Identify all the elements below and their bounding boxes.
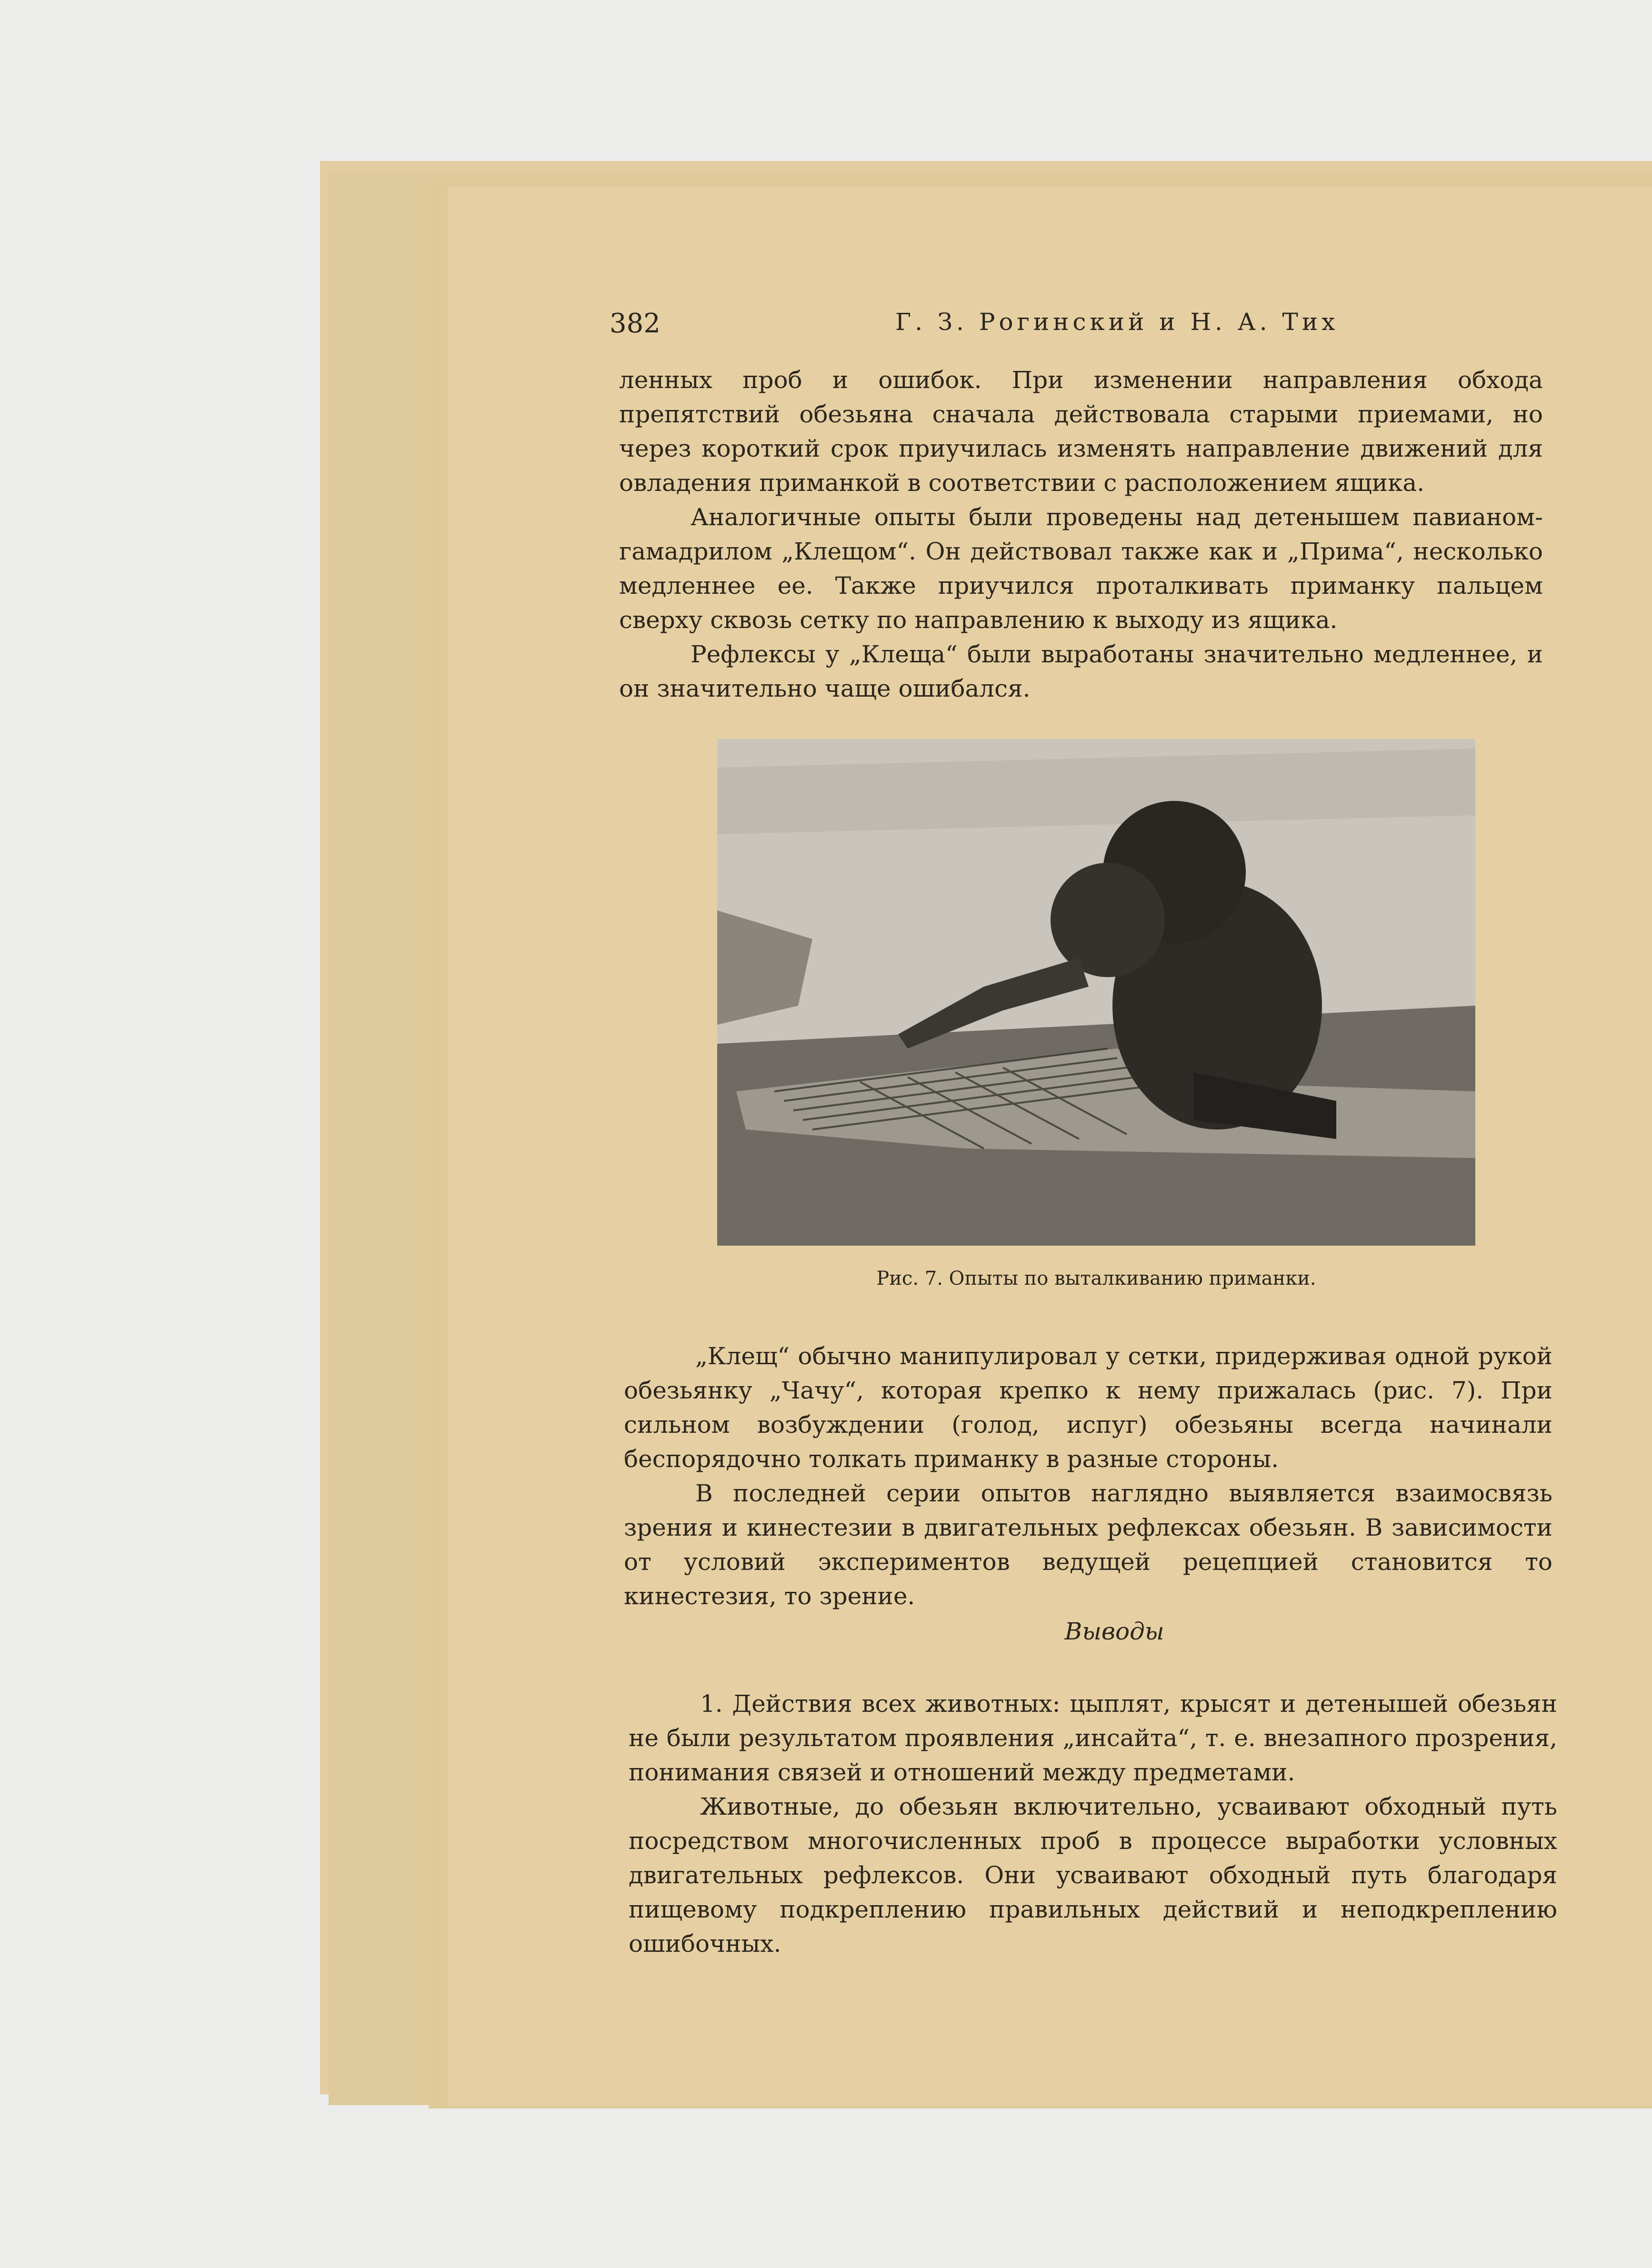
paragraph: „Клещ“ обычно манипулировал у сетки, придерживая одной рукой обезьянку „Чачу“, которая крепко к нему прижалась (рис. 7). При сильном возбуждении (голод, испуг) обезьяны всегда начинали беспорядочно толкать приманку в разные стороны. xyxy=(624,1342,1552,1473)
paragraph: В последней серии опытов наглядно выявляется взаимосвязь зрения и кинестезии в двигательных рефлексах обезьян. В зависимости от условий экспериментов ведущей рецепцией становится то кинестезия, то зрение. xyxy=(624,1479,1552,1610)
paragraph: Аналогичные опыты были проведены над детенышем павианом-гамадрилом „Клещом“. Он действовал также как и „Прима“, несколько медленнее ее. Также приучился проталкивать приманку пальцем сверху сквозь сетку по направлению к выходу из ящика. xyxy=(619,503,1543,634)
running-head xyxy=(448,308,1652,341)
conclusions-text xyxy=(629,1687,1557,1961)
section-title: Выводы xyxy=(1064,1618,1164,1645)
paragraph: Рефлексы у „Клеща“ были выработаны значительно медленнее, и он значительно чаще ошибался. xyxy=(619,640,1543,702)
figure-photo xyxy=(717,739,1475,1246)
figure-caption: Рис. 7. Опыты по выталкиванию приманки. xyxy=(876,1268,1316,1289)
body-text-top xyxy=(619,363,1543,706)
monkey-photo-illustration xyxy=(717,739,1475,1246)
body-text-middle xyxy=(624,1339,1552,1613)
header-authors: Г. З. Рогинский и Н. А. Тих xyxy=(895,308,1339,336)
page-number: 382 xyxy=(610,308,661,339)
document-page xyxy=(448,187,1652,2106)
paragraph: 1. Действия всех животных: цыплят, крысят и детенышей обезьян не были результатом проявления „инсайта“, т. е. внезапного прозрения, понимания связей и отношений между предметами. xyxy=(629,1690,1557,1786)
paragraph: ленных проб и ошибок. При изменении направления обхода препятствий обезьяна сначала действовала старыми приемами, но через короткий срок приучилась изменять направление движений для овладения приманкой в соответствии с расположением ящика. xyxy=(619,366,1543,497)
paragraph: Животные, до обезьян включительно, усваивают обходный путь посредством многочисленных проб в процессе выработки условных двигательных рефлексов. Они усваивают обходный путь благодаря пищевому подкреплению правильных действий и неподкреплению ошибочных. xyxy=(629,1793,1557,1958)
